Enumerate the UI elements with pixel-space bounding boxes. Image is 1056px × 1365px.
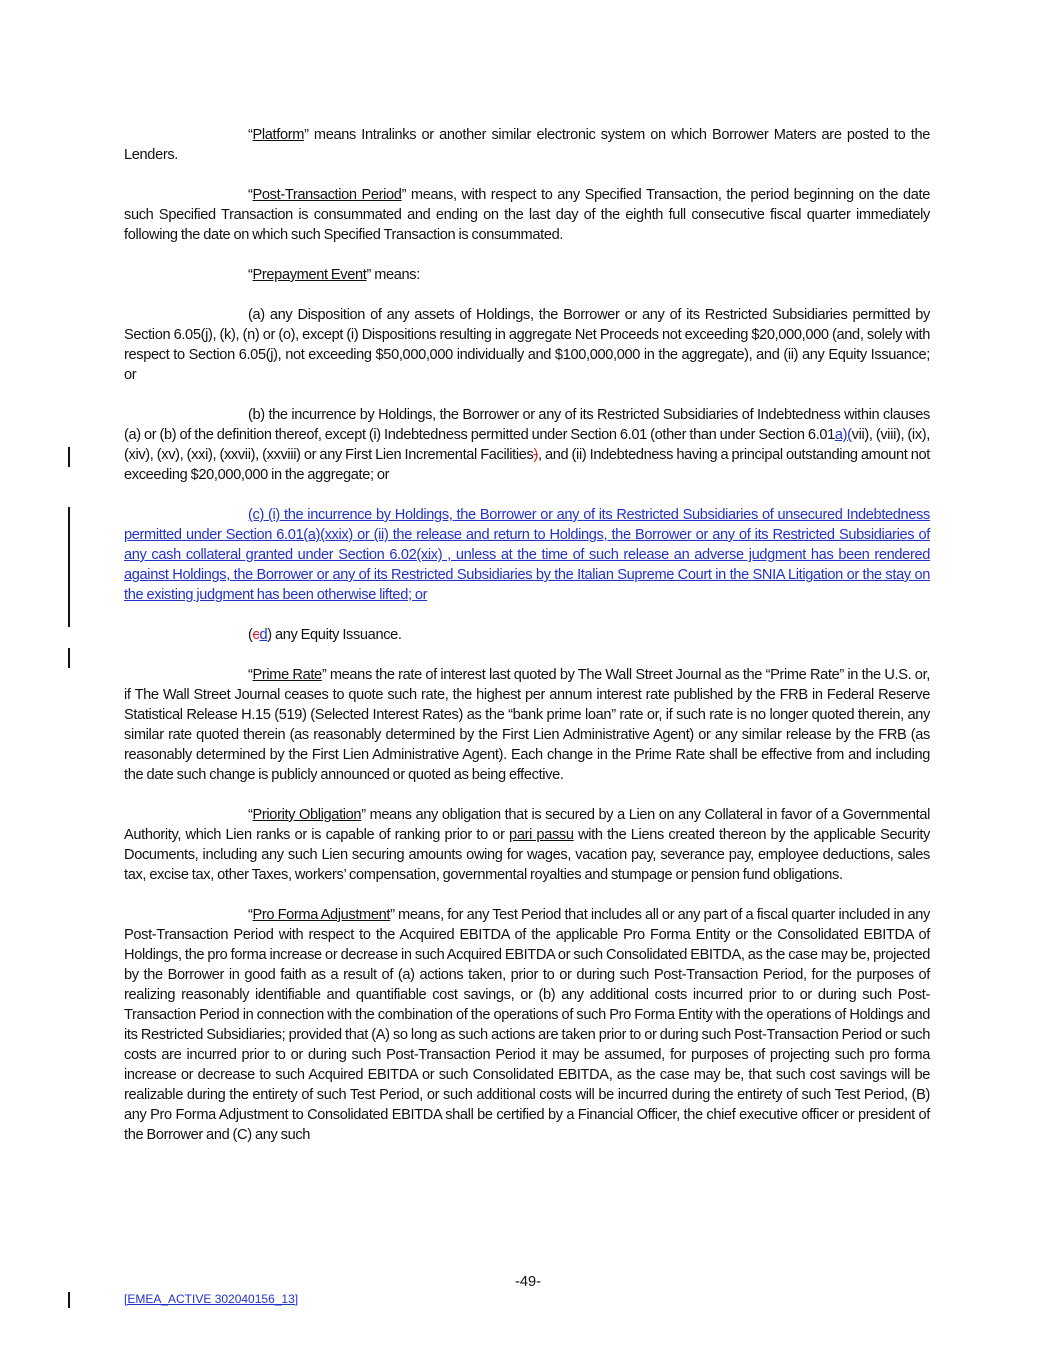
text: with the Liens created thereon by the applicable Security Documents, including any such Lien securing amounts owing for wages, vacation pay, severance pay, employee deductions, sales tax, excise tax, other Taxes, workers’ compensation, governmental royalties and stumpage or pension fund obligations. xyxy=(124,827,930,883)
defined-term: Pro Forma Adjustment xyxy=(252,907,391,923)
text: “ xyxy=(248,667,253,683)
paragraph xyxy=(124,805,930,885)
change-bar xyxy=(68,648,70,668)
defined-term: Prime Rate xyxy=(252,667,322,683)
paragraph xyxy=(124,265,930,285)
deleted-text: c xyxy=(252,627,260,643)
text: vii), (viii), (ix), (xiv), (xv), (xxi), (xxvii), (xxviii) or any First Lien Incremental Facilities xyxy=(124,427,930,463)
defined-term: Priority Obligation xyxy=(252,807,362,823)
change-bar xyxy=(68,447,70,467)
paragraph xyxy=(124,125,930,165)
text: “ xyxy=(248,127,253,143)
text: “ xyxy=(248,187,253,203)
text: ” means: xyxy=(366,267,420,283)
text: ” means, for any Test Period that includes all or any part of a fiscal quarter included in any Post-Transaction Period with respect to the Acquired EBITDA of the applicable Pro Forma Entity or the Consolidated EBITDA of Holdings, the pro forma increase or decrease in such Acquired EBITDA or such Consolidated EBITDA, as the case may be, projected by the Borrower in good faith as a result of (a) actions taken, prior to or during such Post-Transaction Period, for the purposes of realizing reasonably identifiable and quantifiable cost savings, or (b) any additional costs incurred prior to or during such Post-Transaction Period in connection with the combination of the operations of such Pro Forma Entity with the operations of Holdings and its Restricted Subsidiaries; provided that (A) so long as such actions are taken prior to or during such Post-Transaction Period or such costs are incurred prior to or during such Post-Transaction Period it may be assumed, for purposes of projecting such pro forma increase or decrease to such Acquired EBITDA or such Consolidated EBITDA, as the case may be, that such cost savings will be realizable during the entirety of such Test Period, or such additional costs will be incurred during the entirety of such Test Period, (B) any Pro Forma Adjustment to Consolidated EBITDA shall be certified by a Financial Officer, the chief executive officer or president of the Borrower and (C) any such xyxy=(124,907,930,1143)
inserted-paragraph xyxy=(124,505,930,605)
paragraph xyxy=(124,305,930,385)
inserted-text: d xyxy=(259,627,268,643)
text: ” means the rate of interest last quoted by The Wall Street Journal as the “Prime Rate” in the U.S. or, if The Wall Street Journal ceases to quote such rate, the highest per annum interest rate published by the FRB in Federal Reserve Statistical Release H.15 (519) (Selected Interest Rates) as the “bank prime loan” rate or, if such rate is no longer quoted therein, any similar rate quoted therein (as reasonably determined by the First Lien Administrative Agent) or any similar release by the FRB (as reasonably determined by the First Lien Administrative Agent). Each change in the Prime Rate shall be effective from and including the date such change is publicly announced or quoted as being effective. xyxy=(124,667,930,783)
text: (b) the incurrence by Holdings, the Borrower or any of its Restricted Subsidiaries of Indebtedness within clauses (a) or (b) of the definition thereof, except (i) Indebtedness permitted under Section 6.01 (other than under Section 6.01 xyxy=(124,407,930,443)
text: “ xyxy=(248,907,253,923)
deleted-text: ) xyxy=(533,447,538,463)
change-bar xyxy=(68,507,70,627)
defined-term: Post-Transaction Period xyxy=(252,187,402,203)
paragraph xyxy=(124,625,930,645)
text: ” means Intralinks or another similar electronic system on which Borrower Maters are posted to the Lenders. xyxy=(124,127,930,163)
paragraph xyxy=(124,185,930,245)
inserted-text: a)( xyxy=(834,427,852,443)
text: , and (ii) Indebtedness having a principal outstanding amount not exceeding $20,000,000 in the aggregate; or xyxy=(124,447,930,483)
paragraph xyxy=(124,405,930,485)
text: (a) any Disposition of any assets of Holdings, the Borrower or any of its Restricted Subsidiaries permitted by Section 6.05(j), (k), (n) or (o), except (i) Dispositions resulting in aggregate Net Proceeds not exceeding $20,000,000 (and, solely with respect to Section 6.05(j), not exceeding $50,000,000 individually and $100,000,000 in the aggregate), and (ii) any Equity Issuance; or xyxy=(124,307,930,383)
inserted-text: (c) (i) the incurrence by Holdings, the Borrower or any of its Restricted Subsidiaries of unsecured Indebtedness permitted under Section 6.01(a)(xxix) or (ii) the release and return to Holdings, the Borrower or any of its Restricted Subsidiaries of any cash collateral granted under Section 6.02(xix) , unless at the time of such release an adverse judgment has been rendered against Holdings, the Borrower or any of its Restricted Subsidiaries by the Italian Supreme Court in the SNIA Litigation or the stay on the existing judgment has been otherwise lifted; or xyxy=(124,507,930,603)
change-bar xyxy=(68,1292,70,1308)
paragraph xyxy=(124,665,930,785)
text: ” means, with respect to any Specified Transaction, the period beginning on the date such Specified Transaction is consummated and ending on the last day of the eighth full consecutive fiscal quarter immediately following the date on which such Specified Transaction is consummated. xyxy=(124,187,930,243)
paragraph xyxy=(124,905,930,1145)
text: ” means any obligation that is secured by a Lien on any Collateral in favor of a Governmental Authority, which Lien ranks or is capable of ranking prior to or xyxy=(124,807,930,843)
text: ) any Equity Issuance. xyxy=(267,627,402,643)
text: “ xyxy=(248,267,253,283)
text: ( xyxy=(248,627,253,643)
defined-term: Prepayment Event xyxy=(252,267,367,283)
page-number: -49- xyxy=(515,1274,541,1290)
text: “ xyxy=(248,807,253,823)
document-id: [EMEA_ACTIVE 302040156_13] xyxy=(124,1292,299,1306)
document-body xyxy=(124,125,930,1165)
defined-term: pari passu xyxy=(509,827,574,843)
defined-term: Platform xyxy=(252,127,305,143)
